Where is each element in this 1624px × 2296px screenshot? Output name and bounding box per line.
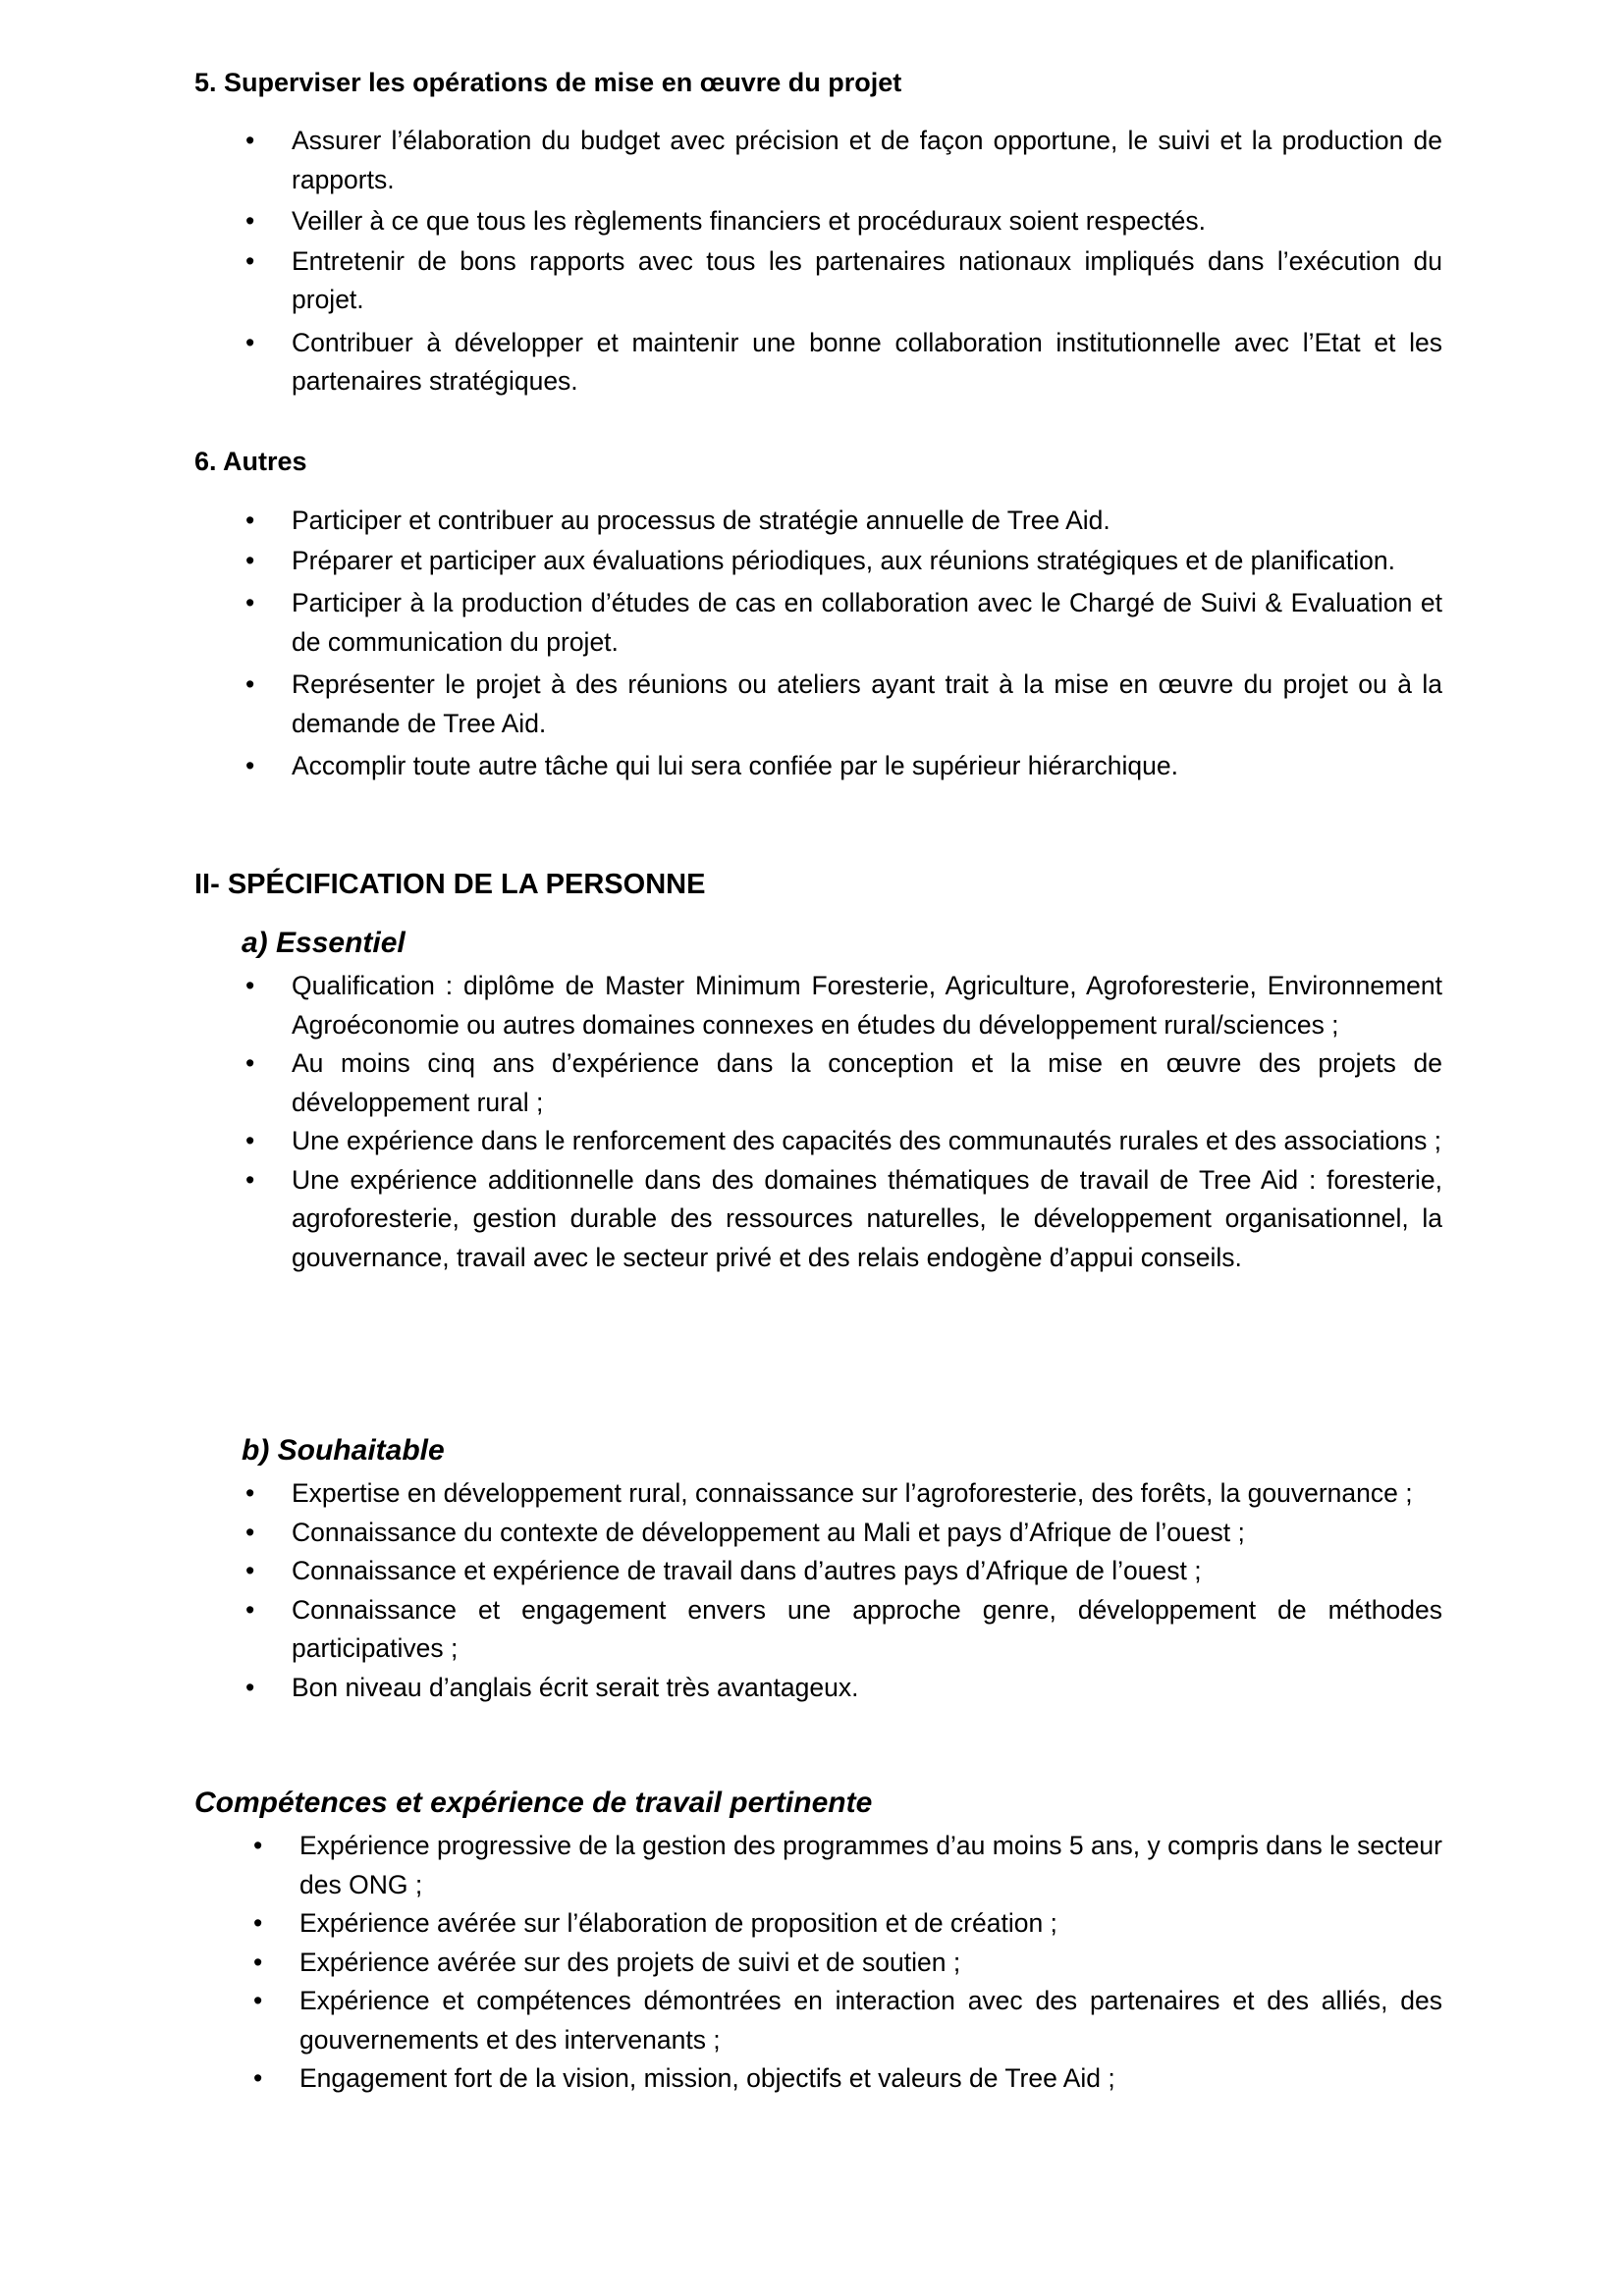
list-item-text: Participer et contribuer au processus de stratégie annuelle de Tree Aid. (292, 506, 1110, 535)
bullet-icon: • (245, 1672, 255, 1702)
list-item-text: Accomplir toute autre tâche qui lui sera confiée par le supérieur hiérarchique. (292, 751, 1178, 780)
section-5-heading: 5. Superviser les opérations de mise en œuvre du projet (194, 68, 902, 97)
list-item-text: Expérience progressive de la gestion des programmes d’au moins 5 ans, y compris dans le secteur des ONG ; (299, 1831, 1442, 1899)
bullet-icon: • (253, 1947, 263, 1977)
bullet-icon: • (253, 1831, 263, 1860)
list-item-text: Engagement fort de la vision, mission, objectifs et valeurs de Tree Aid ; (299, 2063, 1115, 2093)
bullet-icon: • (245, 206, 255, 236)
list-item-text: Au moins cinq ans d’expérience dans la conception et la mise en œuvre des projets de développement rural ; (292, 1048, 1442, 1117)
bullet-icon: • (245, 1478, 255, 1508)
section-6-list (245, 502, 1442, 786)
list-item-text: Bon niveau d’anglais écrit serait très avantageux. (292, 1672, 859, 1702)
list-item (245, 1474, 1442, 1514)
list-item (245, 542, 1442, 581)
list-item (245, 666, 1442, 743)
list-item (245, 1514, 1442, 1553)
list-item (253, 1944, 1442, 1983)
list-item-text: Connaissance du contexte de développement au Mali et pays d’Afrique de l’ouest ; (292, 1517, 1245, 1547)
list-item-text: Expérience avérée sur des projets de suivi et de soutien ; (299, 1947, 961, 1977)
souhaitable-heading: b) Souhaitable (242, 1434, 445, 1467)
list-item (245, 1591, 1442, 1669)
competences-heading: Compétences et expérience de travail pertinente (194, 1787, 873, 1819)
bullet-icon: • (253, 2063, 263, 2093)
essentiel-heading: a) Essentiel (242, 927, 406, 959)
bullet-icon: • (245, 245, 255, 276)
list-item-text: Veiller à ce que tous les règlements financiers et procéduraux soient respectés. (292, 206, 1206, 236)
bullet-icon: • (245, 669, 255, 699)
list-item-text: Expérience et compétences démontrées en interaction avec des partenaires et des alliés, des gouvernements et des intervenants ; (299, 1986, 1442, 2055)
bullet-icon: • (245, 545, 255, 575)
bullet-icon: • (245, 751, 255, 780)
section-6-heading: 6. Autres (194, 447, 307, 476)
list-item (245, 122, 1442, 199)
list-item (245, 324, 1442, 401)
bullet-icon: • (253, 1986, 263, 2015)
list-item (245, 1161, 1442, 1278)
souhaitable-list (245, 1474, 1442, 1707)
bullet-icon: • (245, 506, 255, 535)
bullet-icon: • (245, 588, 255, 617)
list-item (245, 584, 1442, 662)
list-item-text: Expérience avérée sur l’élaboration de proposition et de création ; (299, 1908, 1057, 1938)
bullet-icon: • (245, 1594, 255, 1625)
list-item-text: Préparer et participer aux évaluations périodiques, aux réunions stratégiques et de planification. (292, 545, 1395, 575)
list-item-text: Expertise en développement rural, connaissance sur l’agroforesterie, des forêts, la gouvernance ; (292, 1478, 1413, 1508)
list-item-text: Une expérience additionnelle dans des domaines thématiques de travail de Tree Aid : foresterie, agroforesterie, gestion durable des ressources naturelles, le développement organisationnel, la gouvernance, travail avec le secteur privé et des relais endogène d’appui conseils. (292, 1164, 1442, 1272)
bullet-icon: • (245, 1126, 255, 1155)
list-item (245, 1044, 1442, 1122)
section-ii-heading: II- SPÉCIFICATION DE LA PERSONNE (194, 869, 706, 900)
list-item-text: Contribuer à développer et maintenir une bonne collaboration institutionnelle avec l’Etat et les partenaires stratégiques. (292, 327, 1442, 396)
essentiel-list (245, 967, 1442, 1277)
bullet-icon: • (245, 1517, 255, 1547)
section-5-list (245, 122, 1442, 401)
bullet-icon: • (245, 1048, 255, 1078)
competences-list (253, 1827, 1442, 2099)
list-item-text: Une expérience dans le renforcement des capacités des communautés rurales et des associations ; (292, 1126, 1442, 1155)
list-item (253, 1827, 1442, 1904)
list-item (245, 1669, 1442, 1708)
list-item (245, 967, 1442, 1044)
list-item-text: Qualification : diplôme de Master Minimum Foresterie, Agriculture, Agroforesterie, Environnement Agroéconomie ou autres domaines connexes en études du développement rural/sciences ; (292, 971, 1442, 1040)
bullet-icon: • (245, 327, 255, 357)
list-item (245, 747, 1442, 786)
bullet-icon: • (253, 1908, 263, 1938)
bullet-icon: • (245, 126, 255, 155)
list-item (245, 1552, 1442, 1591)
list-item (245, 202, 1442, 241)
bullet-icon: • (245, 1556, 255, 1585)
list-item (245, 502, 1442, 541)
bullet-icon: • (245, 1164, 255, 1195)
list-item (253, 1904, 1442, 1944)
list-item-text: Connaissance et engagement envers une approche genre, développement de méthodes participatives ; (292, 1594, 1442, 1663)
list-item-text: Représenter le projet à des réunions ou ateliers ayant trait à la mise en œuvre du projet ou à la demande de Tree Aid. (292, 669, 1442, 738)
list-item (253, 1982, 1442, 2059)
list-item-text: Participer à la production d’études de cas en collaboration avec le Chargé de Suivi & Evaluation et de communication du projet. (292, 588, 1442, 657)
bullet-icon: • (245, 971, 255, 1000)
list-item (245, 1122, 1442, 1161)
list-item-text: Entretenir de bons rapports avec tous les partenaires nationaux impliqués dans l’exécution du projet. (292, 245, 1442, 314)
list-item (253, 2059, 1442, 2099)
list-item-text: Connaissance et expérience de travail dans d’autres pays d’Afrique de l’ouest ; (292, 1556, 1202, 1585)
list-item-text: Assurer l’élaboration du budget avec précision et de façon opportune, le suivi et la production de rapports. (292, 126, 1442, 194)
list-item (245, 242, 1442, 320)
